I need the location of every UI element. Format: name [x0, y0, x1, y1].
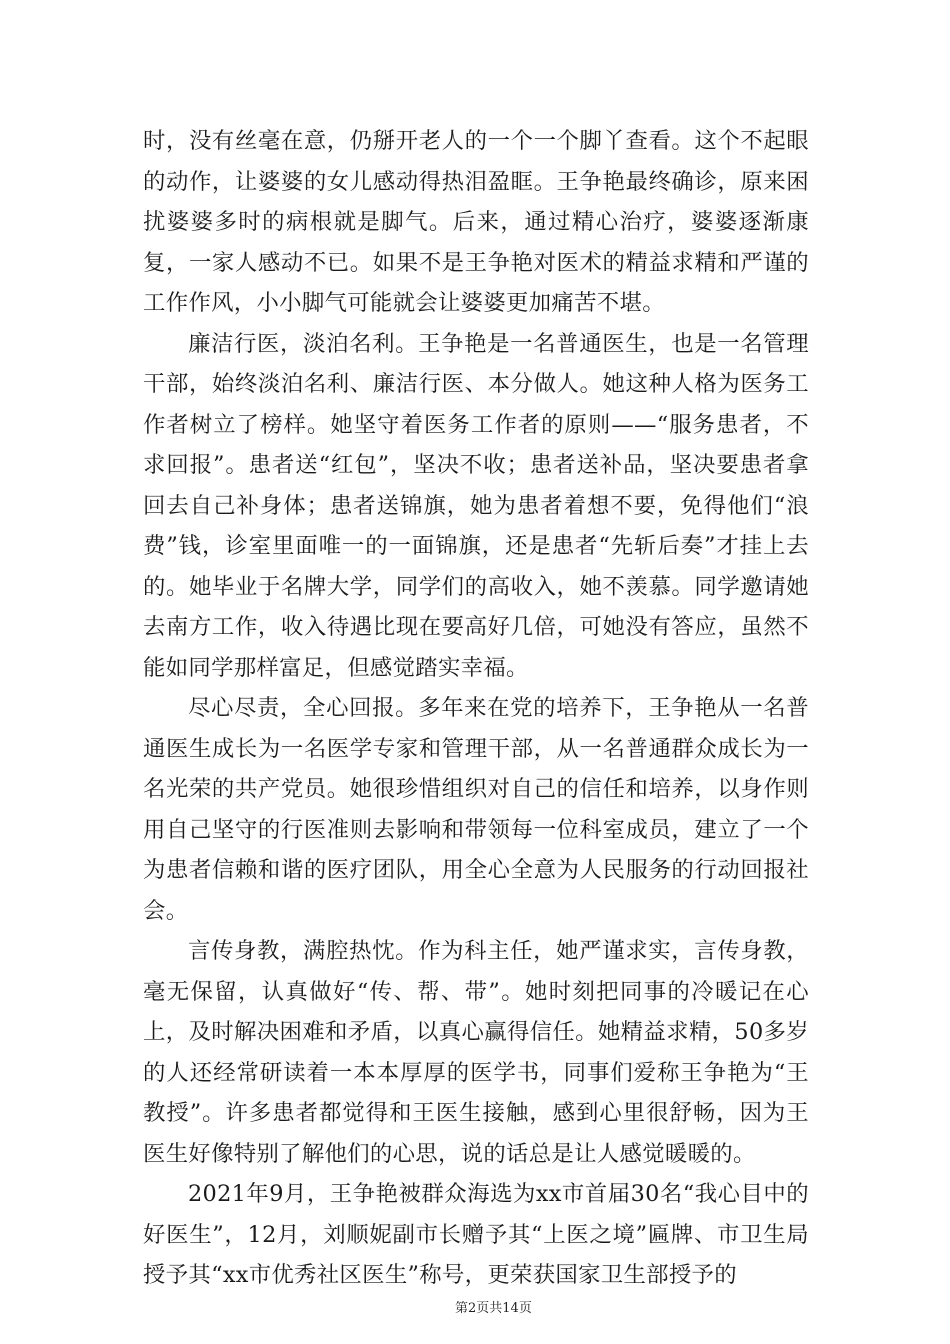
- page-number: 第2页共14页: [455, 1301, 532, 1316]
- paragraph-dedication: 尽心尽责，全心回报。多年来在党的培养下，王争艳从一名普通医生成长为一名医学专家和管理干部，从一名普通群众成长为一名光荣的共产党员。她很珍惜组织对自己的信任和培养，以身作则用自己坚守的行医准则去影响和带领每一位科室成员，建立了一个为患者信赖和谐的医疗团队，用全心全意为人民服务的行动回报社会。: [143, 695, 809, 924]
- paragraph-awards: 2021年9月，王争艳被群众海选为xx市首届30名“我心目中的好医生”，12月，刘顺妮副市长赠予其“上医之境”匾牌、市卫生局授予其“xx市优秀社区医生”称号，更荣获国家卫生部授予的: [143, 1181, 809, 1288]
- paragraph-continuation: 时，没有丝毫在意，仍掰开老人的一个一个脚丫查看。这个不起眼的动作，让婆婆的女儿感动得热泪盈眶。王争艳最终确诊，原来困扰婆婆多时的病根就是脚气。后来，通过精心治疗，婆婆逐渐康复，一家人感动不已。如果不是王争艳对医术的精益求精和严谨的工作作风，小小脚气可能就会让婆婆更加痛苦不堪。: [143, 128, 809, 316]
- document-body: [143, 121, 809, 1296]
- paragraph-integrity: 廉洁行医，淡泊名利。王争艳是一名普通医生，也是一名管理干部，始终淡泊名利、廉洁行医、本分做人。她这种人格为医务工作者树立了榜样。她坚守着医务工作者的原则——“服务患者，不求回报”。患者送“红包”，坚决不收；患者送补品，坚决要患者拿回去自己补身体；患者送锦旗，她为患者着想不要，免得他们“浪费”钱，诊室里面唯一的一面锦旗，还是患者“先斩后奏”才挂上去的。她毕业于名牌大学，同学们的高收入，她不羡慕。同学邀请她去南方工作，收入待遇比现在要高好几倍，可她没有答应，虽然不能如同学那样富足，但感觉踏实幸福。: [143, 330, 809, 681]
- paragraph-mentoring: 言传身教，满腔热忱。作为科主任，她严谨求实，言传身教，毫无保留，认真做好“传、帮、带”。她时刻把同事的冷暖记在心上，及时解决困难和矛盾，以真心赢得信任。她精益求精，50多岁的人还经常研读着一本本厚厚的医学书，同事们爱称王争艳为“王教授”。许多患者都觉得和王医生接触，感到心里很舒畅，因为王医生好像特别了解他们的心思，说的话总是让人感觉暖暖的。: [143, 938, 809, 1167]
